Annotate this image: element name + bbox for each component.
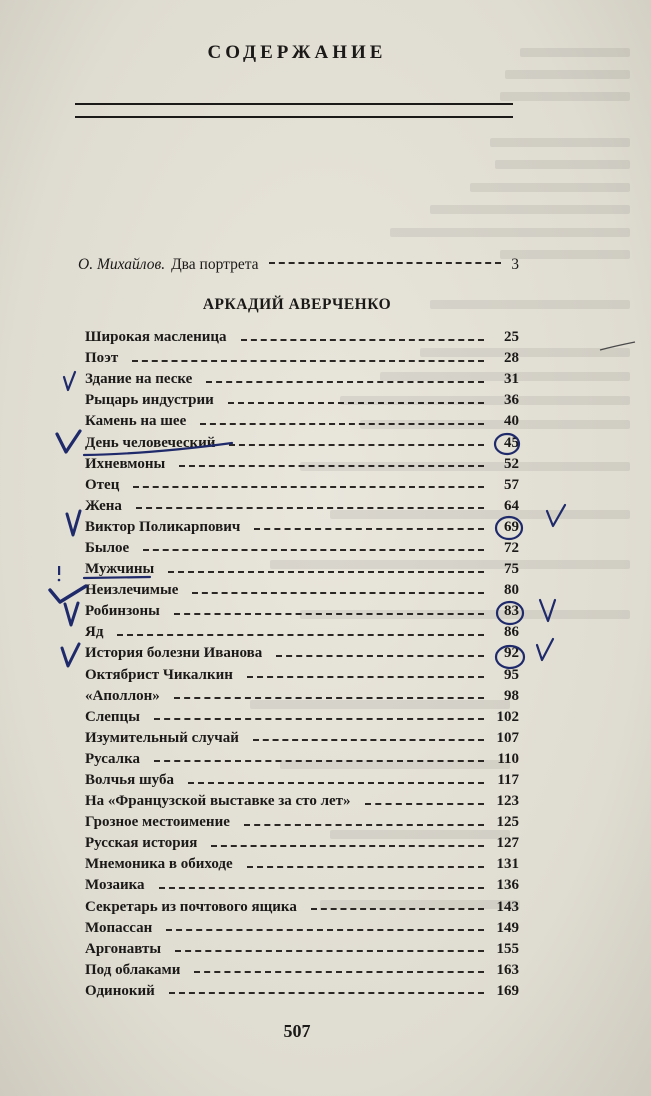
dot-leader xyxy=(188,782,484,784)
entry-page: 45 xyxy=(504,434,519,451)
toc-entry[interactable] xyxy=(85,432,519,453)
dot-leader xyxy=(247,866,484,868)
entry-page: 64 xyxy=(504,497,519,514)
entry-title: Секретарь из почтового ящика xyxy=(85,898,297,915)
entry-title: Мнемоника в обиходе xyxy=(85,856,233,873)
toc-entry[interactable] xyxy=(85,411,519,432)
dot-leader xyxy=(276,655,484,657)
entry-title: Под облаками xyxy=(85,961,181,978)
toc-entry[interactable] xyxy=(85,960,519,981)
toc-entry[interactable] xyxy=(85,686,519,707)
dot-leader xyxy=(132,360,484,362)
entry-title: Неизлечимые xyxy=(85,582,179,599)
checkmark-icon xyxy=(537,639,553,660)
checkmark-icon xyxy=(65,603,78,625)
toc-entry[interactable] xyxy=(85,390,519,411)
entry-title: Русалка xyxy=(85,750,141,767)
entry-page: 117 xyxy=(497,772,519,789)
toc-entry[interactable] xyxy=(85,854,519,875)
entry-title: Слепцы xyxy=(85,708,140,725)
intro-title: Два портрета xyxy=(171,256,259,273)
toc-entry[interactable] xyxy=(85,665,519,686)
dot-leader xyxy=(179,465,484,467)
dot-leader xyxy=(194,971,484,973)
section-author-heading: АРКАДИЙ АВЕРЧЕНКО xyxy=(202,296,392,313)
dot-leader xyxy=(169,992,484,994)
toc-entry[interactable] xyxy=(85,601,519,622)
entry-page: 169 xyxy=(496,982,519,999)
entry-page: 136 xyxy=(496,877,519,894)
toc-entry[interactable] xyxy=(85,707,519,728)
entry-title: День человеческий xyxy=(85,434,216,451)
toc-entry[interactable] xyxy=(85,643,519,664)
toc-entry[interactable] xyxy=(85,939,519,960)
entry-title: Здание на песке xyxy=(85,371,193,388)
toc-entry[interactable] xyxy=(85,875,519,896)
toc-entry[interactable] xyxy=(85,918,519,939)
entry-title: Русская история xyxy=(85,835,198,852)
checkmark-icon xyxy=(540,600,555,621)
dot-leader xyxy=(143,549,484,551)
dot-leader xyxy=(154,718,484,720)
contents-heading: СОДЕРЖАНИЕ xyxy=(207,42,387,63)
entry-page: 69 xyxy=(504,518,519,535)
entry-page: 83 xyxy=(504,603,519,620)
heading-rule xyxy=(75,116,513,118)
entry-title: Былое xyxy=(85,539,130,556)
toc-entry[interactable] xyxy=(85,454,519,475)
entry-title: Волчья шуба xyxy=(85,772,174,789)
entry-title: На «Французской выставке за сто лет» xyxy=(85,793,351,810)
entry-title: Отец xyxy=(85,476,120,493)
entry-page: 163 xyxy=(496,961,519,978)
intro-entry[interactable] xyxy=(78,256,519,274)
checkmark-icon xyxy=(62,644,79,666)
entry-page: 80 xyxy=(504,582,519,599)
dot-leader xyxy=(133,486,484,488)
toc-entry[interactable] xyxy=(85,559,519,580)
entry-title: Поэт xyxy=(85,350,119,367)
toc-entry[interactable] xyxy=(85,812,519,833)
toc-entry[interactable] xyxy=(85,348,519,369)
toc-entry[interactable] xyxy=(85,728,519,749)
dot-leader xyxy=(154,760,484,762)
checkmark-icon xyxy=(547,505,565,526)
entry-title: История болезни Иванова xyxy=(85,645,263,662)
entry-title: Ихневмоны xyxy=(85,455,166,472)
entry-title: Жена xyxy=(85,497,122,514)
page-number: 507 xyxy=(283,1021,311,1041)
checkmark-icon xyxy=(57,431,80,452)
entry-title: Яд xyxy=(85,624,104,641)
entry-page: 25 xyxy=(504,329,519,346)
entry-page: 131 xyxy=(496,856,519,873)
checkmark-icon xyxy=(50,586,86,602)
toc-entry[interactable] xyxy=(85,622,519,643)
entry-page: 28 xyxy=(504,350,519,367)
entry-page: 149 xyxy=(496,919,519,936)
dot-leader xyxy=(174,697,484,699)
entry-title: Камень на шее xyxy=(85,413,187,430)
entry-page: 36 xyxy=(504,392,519,409)
toc-entry[interactable] xyxy=(85,538,519,559)
dot-leader xyxy=(159,887,484,889)
dot-leader xyxy=(174,613,484,615)
toc-entry[interactable] xyxy=(85,496,519,517)
dot-leader xyxy=(365,803,484,805)
entry-title: Мозаика xyxy=(85,877,145,894)
entry-page: 107 xyxy=(496,729,519,746)
entry-title: Широкая масленица xyxy=(85,329,227,346)
dot-leader xyxy=(241,339,484,341)
dot-leader xyxy=(136,507,484,509)
entry-page: 110 xyxy=(497,750,519,767)
entry-page: 98 xyxy=(504,687,519,704)
entry-page: 52 xyxy=(504,455,519,472)
pencil-mark xyxy=(600,342,635,350)
toc-entry[interactable] xyxy=(85,517,519,538)
dot-leader xyxy=(175,950,484,952)
entry-title: Изумительный случай xyxy=(85,729,239,746)
dot-leader xyxy=(200,423,484,425)
entry-title: Одинокий xyxy=(85,982,155,999)
contents-list xyxy=(85,327,519,1002)
dot-leader xyxy=(206,381,484,383)
entry-page: 125 xyxy=(496,814,519,831)
entry-title: Грозное местоимение xyxy=(85,814,230,831)
checkmark-icon xyxy=(67,511,80,535)
heading-rule xyxy=(75,103,513,105)
dot-leader xyxy=(253,739,484,741)
entry-page: 86 xyxy=(504,624,519,641)
entry-page: 143 xyxy=(496,898,519,915)
entry-title: «Аполлон» xyxy=(85,687,160,704)
entry-page: 92 xyxy=(504,645,519,662)
entry-page: 40 xyxy=(504,413,519,430)
intro-author: О. Михайлов. xyxy=(78,256,166,273)
intro-page: 3 xyxy=(511,256,519,273)
entry-page: 31 xyxy=(504,371,519,388)
dot-leader xyxy=(211,845,484,847)
entry-page: 75 xyxy=(504,561,519,578)
entry-title: Рыцарь индустрии xyxy=(85,392,214,409)
toc-entry[interactable] xyxy=(85,897,519,918)
entry-title: Мужчины xyxy=(85,561,155,578)
entry-page: 155 xyxy=(496,940,519,957)
dot-leader xyxy=(166,929,484,931)
dot-leader xyxy=(247,676,484,678)
entry-title: Мопассан xyxy=(85,919,153,936)
toc-entry[interactable] xyxy=(85,833,519,854)
dot-leader xyxy=(192,592,484,594)
dot-leader xyxy=(254,528,484,530)
entry-page: 123 xyxy=(496,793,519,810)
exclamation-mark xyxy=(58,579,61,582)
entry-page: 102 xyxy=(496,708,519,725)
dot-leader xyxy=(244,824,484,826)
entry-page: 57 xyxy=(504,476,519,493)
dot-leader xyxy=(311,908,484,910)
toc-entry[interactable] xyxy=(85,369,519,390)
entry-page: 95 xyxy=(504,666,519,683)
dot-leader xyxy=(269,262,502,264)
dot-leader xyxy=(228,402,484,404)
exclamation-mark xyxy=(58,566,60,575)
toc-entry[interactable] xyxy=(85,327,519,348)
entry-page: 72 xyxy=(504,539,519,556)
entry-title: Виктор Поликарпович xyxy=(85,518,241,535)
toc-entry[interactable] xyxy=(85,770,519,791)
dot-leader xyxy=(117,634,484,636)
toc-entry[interactable] xyxy=(85,791,519,812)
toc-entry[interactable] xyxy=(85,475,519,496)
dot-leader xyxy=(229,444,484,446)
toc-entry[interactable] xyxy=(85,580,519,601)
dot-leader xyxy=(168,571,484,573)
entry-title: Робинзоны xyxy=(85,603,160,620)
entry-page: 127 xyxy=(496,835,519,852)
entry-title: Аргонавты xyxy=(85,940,162,957)
checkmark-icon xyxy=(64,372,75,390)
toc-entry[interactable] xyxy=(85,749,519,770)
toc-entry[interactable] xyxy=(85,981,519,1002)
entry-title: Октябрист Чикалкин xyxy=(85,666,233,683)
